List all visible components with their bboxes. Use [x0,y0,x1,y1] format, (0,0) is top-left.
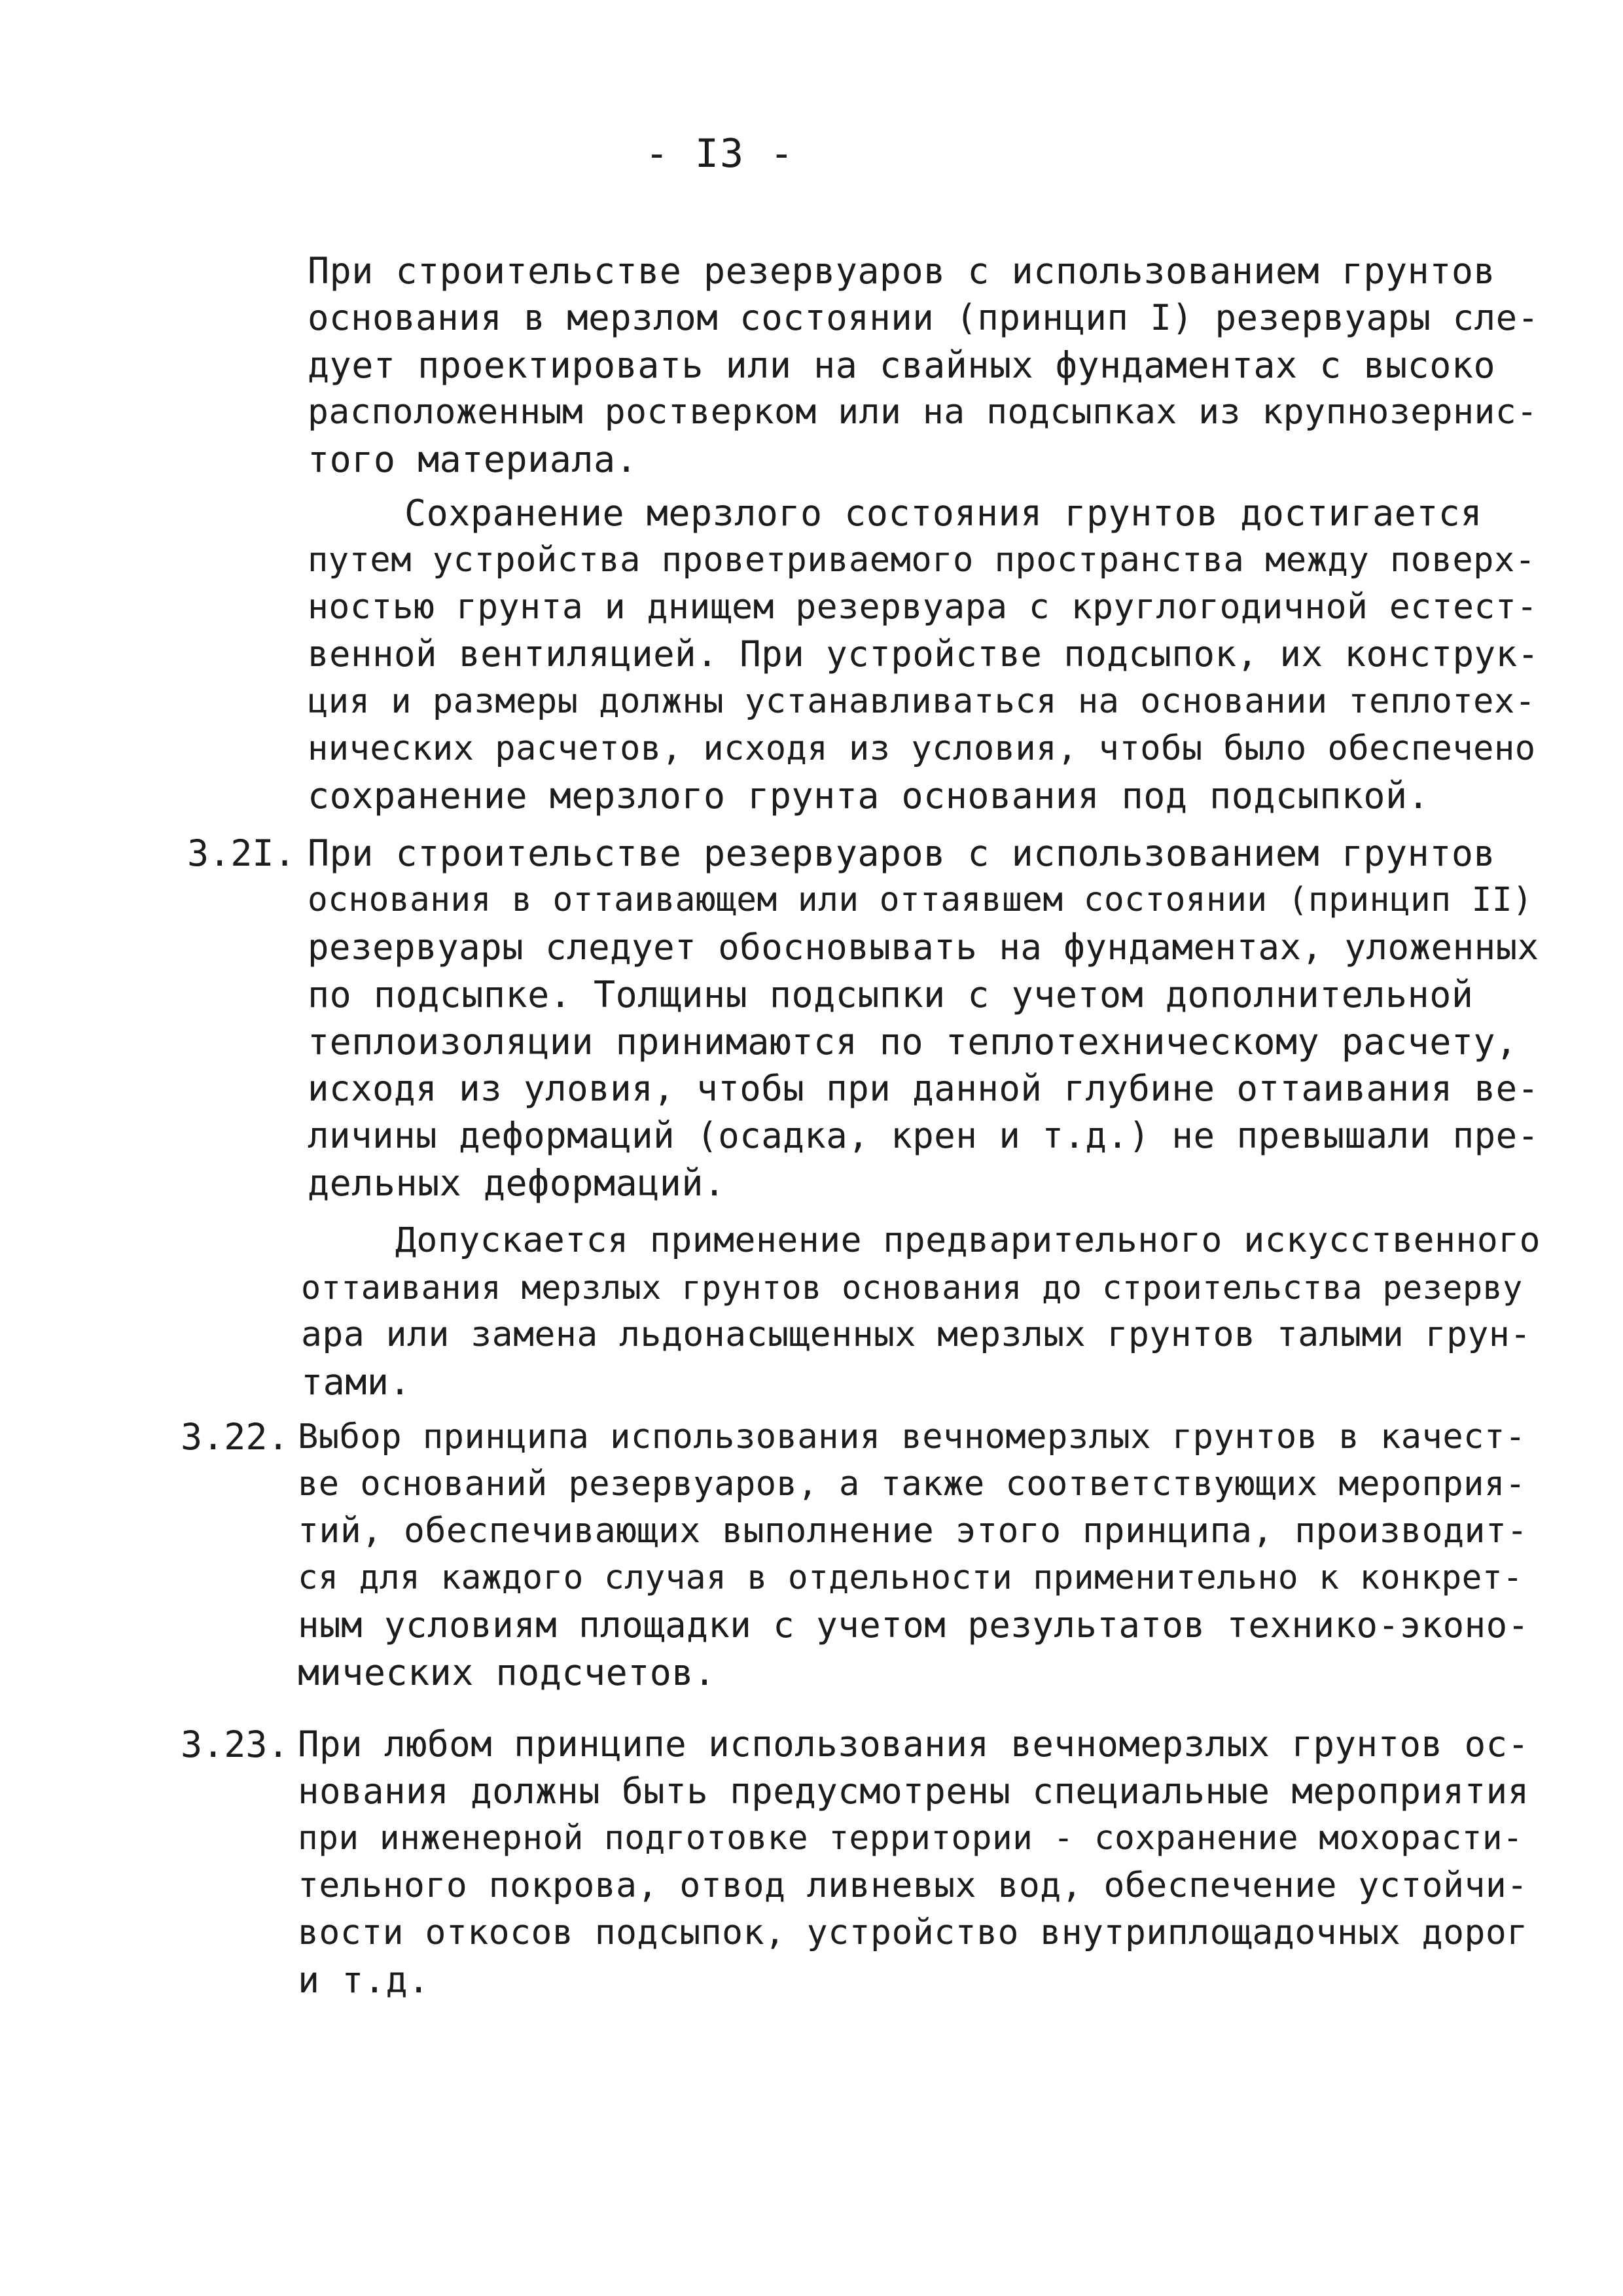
paragraph-line: При строительстве резервуаров с использованием грунтов [308,832,1496,874]
paragraph-line: Допускается применение предварительного искусственного [395,1220,1541,1260]
paragraph-line: вости откосов подсыпок, устройство внутриплощадочных дорог [298,1913,1528,1952]
paragraph-line: исходя из уловия, чтобы при данной глубине оттаивания ве- [308,1068,1539,1109]
paragraph-line: ция и размеры должны устанавливаться на основании теплотех- [308,682,1536,721]
paragraph-line: дельных деформаций. [308,1162,726,1204]
paragraph-line: ся для каждого случая в отдельности применительно к конкрет- [298,1559,1524,1597]
paragraph-line: оттаивания мерзлых грунтов основания до строительства резерву [301,1269,1523,1307]
paragraph-line: ным условиям площадки с учетом результатов технико-эконо- [298,1604,1529,1646]
paragraph-line: и т.д. [298,1959,430,2001]
paragraph-line: венной вентиляцией. При устройстве подсыпок, их конструк- [308,633,1539,675]
paragraph-line: личины деформаций (осадка, крен и т.д.) не превышали пре- [308,1115,1539,1156]
paragraph-line: нования должны быть предусмотрены специальные мероприятия [298,1771,1529,1812]
paragraph-line: Сохранение мерзлого состояния грунтов достигается [404,492,1483,534]
clause-number: 3.22. [181,1416,289,1458]
paragraph-line: основания в мерзлом состоянии (принцип I) резервуары сле- [308,297,1539,338]
paragraph-line: при инженерной подготовке территории - сохранение мохорасти- [298,1819,1524,1858]
paragraph-line: тий, обеспечивающих выполнение этого принципа, производит- [298,1511,1528,1551]
paragraph-line: резервуары следует обосновывать на фундаментах, уложенных [308,927,1539,968]
paragraph-line: расположенным ростверком или на подсыпках из крупнозернис- [308,392,1538,432]
paragraph-line: При строительстве резервуаров с использованием грунтов [308,250,1496,292]
page-number: - I3 - [645,131,795,177]
paragraph-line: ара или замена льдонасыщенных мерзлых грунтов талыми грун- [301,1315,1531,1354]
paragraph-line: мических подсчетов. [298,1651,716,1693]
paragraph-line: ве оснований резервуаров, а также соответствующих мероприя- [298,1464,1526,1504]
paragraph-line: При любом принципе использования вечномерзлых грунтов ос- [298,1723,1529,1765]
paragraph-line: по подсыпке. Толщины подсыпки с учетом дополнительной [308,974,1474,1016]
paragraph-line: дует проектировать или на свайных фундаментах с высоко [308,344,1496,386]
clause-number: 3.23. [181,1723,289,1765]
clause-number: 3.2I. [187,832,296,874]
paragraph-line: сохранение мерзлого грунта основания под подсыпкой. [308,775,1430,817]
paragraph-line: тельного покрова, отвод ливневых вод, обеспечение устойчи- [298,1865,1528,1905]
paragraph-line: основания в оттаивающем или оттаявшем состоянии (принцип II) [308,881,1533,919]
paragraph-line: путем устройства проветриваемого пространства между поверх- [308,540,1536,580]
paragraph-line: ностью грунта и днищем резервуара с круглогодичной естест- [308,587,1538,627]
paragraph-line: тами. [301,1361,412,1403]
paragraph-line: Выбор принципа использования вечномерзлых грунтов в качест- [298,1417,1526,1457]
paragraph-line: теплоизоляции принимаются по теплотехническому расчету, [308,1021,1518,1063]
paragraph-line: того материала. [308,438,638,480]
paragraph-line: нических расчетов, исходя из условия, чтобы было обеспечено [308,729,1536,768]
